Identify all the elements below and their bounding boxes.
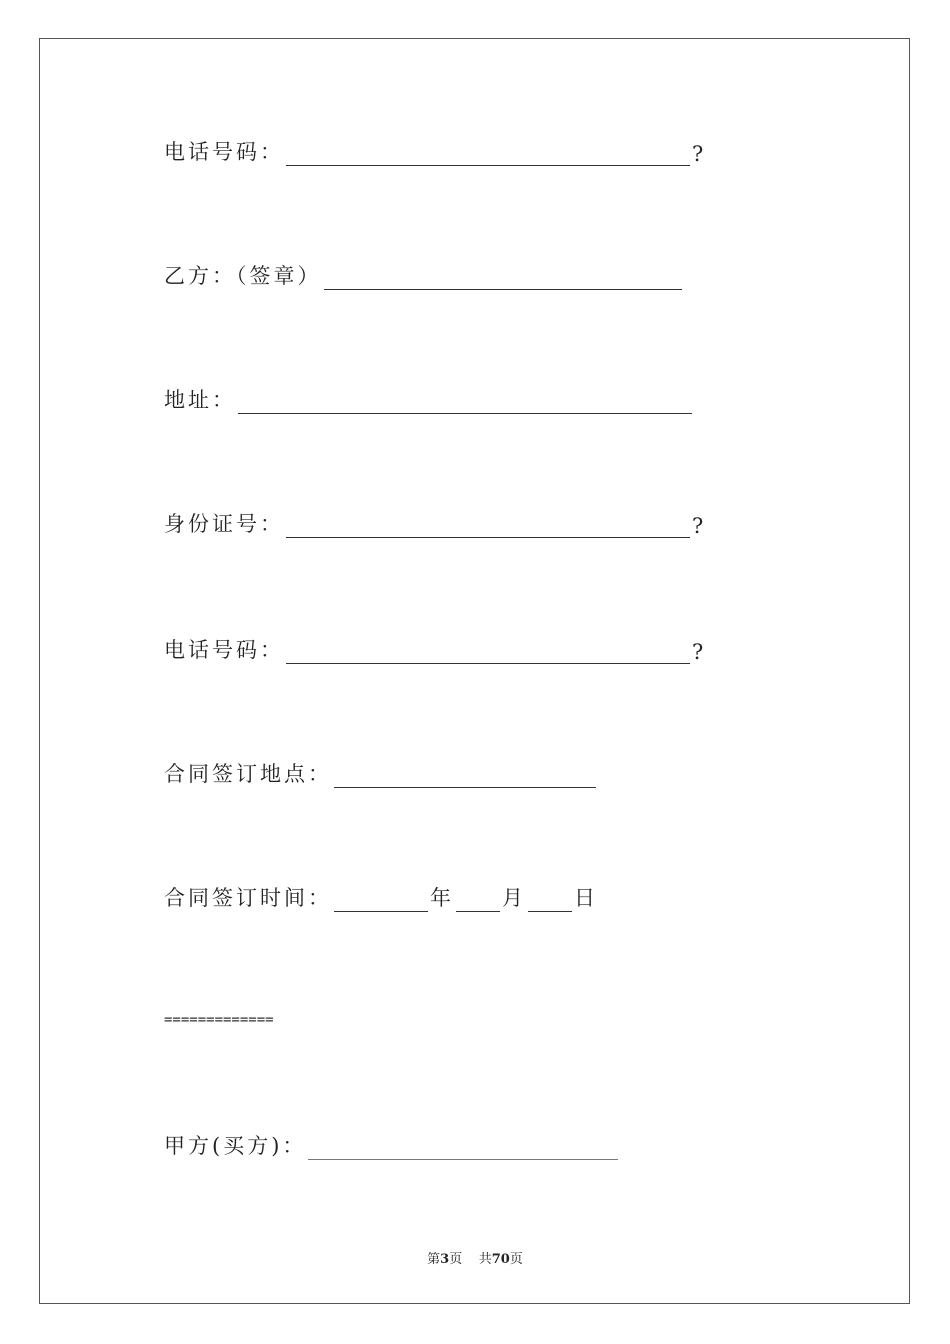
phone-blank[interactable] xyxy=(286,641,690,664)
phone-label: 电话号码： xyxy=(164,638,284,662)
year-blank[interactable] xyxy=(334,889,428,912)
buyer-blank[interactable] xyxy=(308,1137,618,1160)
footer-prefix: 第 xyxy=(427,1252,441,1267)
day-label: 日 xyxy=(574,886,598,910)
phone-line-1 xyxy=(164,136,703,166)
signing-place-line xyxy=(164,758,598,788)
footer-page-unit: 页 xyxy=(449,1252,463,1267)
signing-place-blank[interactable] xyxy=(334,765,596,788)
footer-total-pages: 70 xyxy=(491,1252,510,1267)
phone-suffix: ? xyxy=(692,640,704,664)
address-blank[interactable] xyxy=(238,391,692,414)
signing-place-label: 合同签订地点： xyxy=(164,762,332,786)
page-footer xyxy=(0,1248,950,1267)
party-b-blank[interactable] xyxy=(324,267,682,290)
party-b-label: 乙方：（签章） xyxy=(164,264,322,288)
buyer-label: 甲方(买方)： xyxy=(164,1134,307,1158)
month-blank[interactable] xyxy=(456,889,500,912)
year-label: 年 xyxy=(430,886,454,910)
party-b-line xyxy=(164,260,684,290)
phone-label: 电话号码： xyxy=(164,140,284,164)
day-blank[interactable] xyxy=(528,889,572,912)
footer-total-prefix: 共 xyxy=(478,1252,492,1267)
section-separator: ============= xyxy=(164,1012,274,1028)
month-label: 月 xyxy=(502,886,526,910)
address-label: 地址： xyxy=(164,388,236,412)
id-number-suffix: ? xyxy=(692,514,704,538)
address-line xyxy=(164,384,694,414)
footer-page-number: 3 xyxy=(440,1252,450,1267)
phone-line-2 xyxy=(164,634,703,664)
phone-blank[interactable] xyxy=(286,143,690,166)
signing-date-line xyxy=(164,882,598,912)
id-number-label: 身份证号： xyxy=(164,512,284,536)
id-number-blank[interactable] xyxy=(286,515,690,538)
footer-total-unit: 页 xyxy=(509,1252,523,1267)
signing-date-label: 合同签订时间： xyxy=(164,886,332,910)
buyer-line xyxy=(164,1130,620,1160)
id-number-line xyxy=(164,508,703,538)
page-frame xyxy=(39,38,910,1304)
phone-suffix: ? xyxy=(692,142,704,166)
